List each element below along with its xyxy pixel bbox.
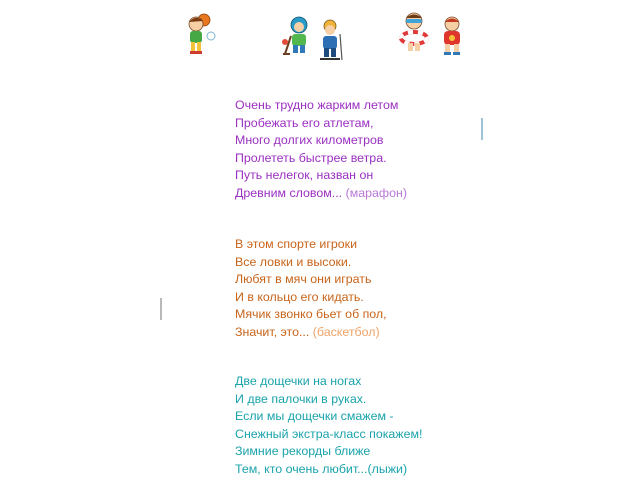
- poem-line: Снежный экстра-класс покажем!: [235, 426, 423, 441]
- right-edge-mark: [481, 118, 483, 140]
- riddle-answer: (баскетбол): [309, 324, 380, 339]
- poem-line-last: [235, 461, 422, 479]
- poem-line-last: [235, 324, 387, 342]
- poem-line: Все ловки и высоки.: [235, 254, 352, 269]
- poem-line: Мячик звонко бьет об пол,: [235, 307, 387, 321]
- poem-line-last: [235, 185, 407, 203]
- poem-text: Древним словом...: [235, 185, 343, 200]
- riddle-skis: [235, 373, 422, 478]
- poem-line: И в кольцо его кидать.: [235, 289, 364, 304]
- riddle-marathon: [235, 97, 407, 202]
- poem-text: Тем, кто очень любит...: [235, 461, 368, 476]
- poem-line: Любят в мяч они играть: [235, 272, 372, 286]
- poem-line: Пробежать его атлетам,: [235, 115, 374, 130]
- left-edge-mark: [160, 298, 162, 320]
- riddle-answer: (лыжи): [367, 461, 408, 476]
- poem-line: Очень трудно жарким летом: [235, 98, 399, 112]
- poem-line: Зимние рекорды ближе: [235, 444, 371, 458]
- wrestler-kid-icon: [432, 14, 472, 58]
- swimmer-kid-icon: [394, 10, 434, 54]
- riddle-answer: (марафон): [342, 185, 407, 200]
- poem-line: Пролететь быстрее ветра.: [235, 150, 387, 165]
- poem-line: И две палочки в руках.: [235, 391, 367, 406]
- poem-line: Две дощечки на ногах: [235, 374, 362, 388]
- poem-text: Значит, это...: [235, 324, 310, 339]
- riddle-basketball: [235, 236, 387, 341]
- poem-line: Если мы дощечки смажем -: [235, 409, 394, 423]
- poem-line: Путь нелегок, назван он: [235, 168, 374, 182]
- poem-line: Много долгих километров: [235, 133, 384, 147]
- skier-kid-icon: [312, 18, 352, 62]
- poem-line: В этом спорте игроки: [235, 237, 357, 251]
- basketball-kid-icon: [178, 12, 218, 56]
